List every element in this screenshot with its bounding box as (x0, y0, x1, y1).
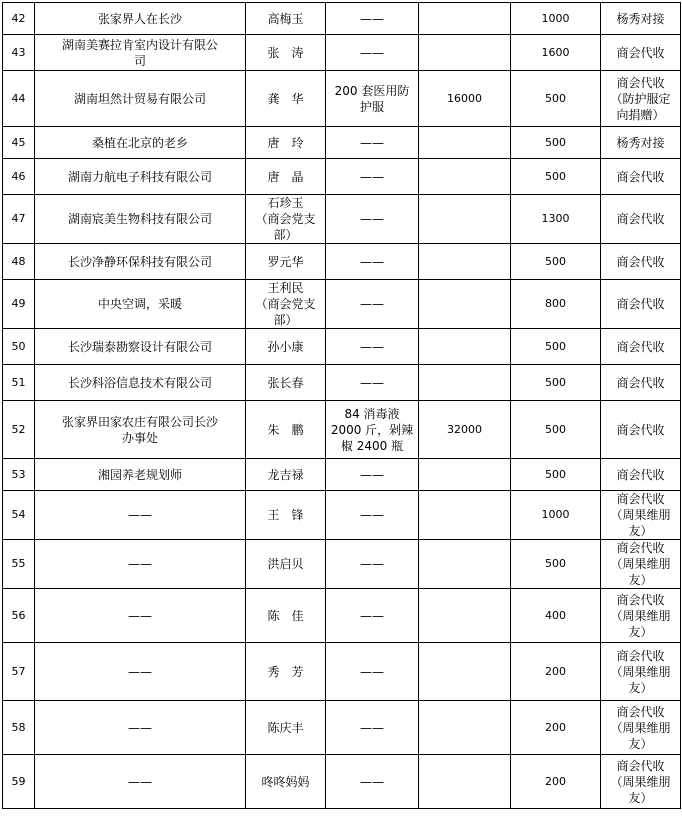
contact-person: 王 锋 (246, 491, 326, 540)
remark: 商会代收 (601, 401, 681, 459)
remark: 商会代收 (601, 365, 681, 401)
remark: 商会代收 （周果维朋 友） (601, 701, 681, 755)
row-number: 48 (3, 244, 35, 280)
row-number: 57 (3, 643, 35, 701)
table-row (3, 401, 681, 459)
contact-person: 石珍玉 （商会党支部） (246, 195, 326, 244)
contact-person: 咚咚妈妈 (246, 755, 326, 809)
donated-goods: —— (326, 643, 419, 701)
table-row (3, 701, 681, 755)
remark: 商会代收 (601, 35, 681, 71)
remark: 商会代收 （周果维朋 友） (601, 643, 681, 701)
table-body (3, 3, 681, 809)
donated-goods: —— (326, 127, 419, 159)
table-row (3, 195, 681, 244)
donated-goods: —— (326, 280, 419, 329)
remark: 商会代收 (601, 195, 681, 244)
row-number: 59 (3, 755, 35, 809)
donated-goods: —— (326, 491, 419, 540)
remark: 商会代收 (601, 459, 681, 491)
row-number: 46 (3, 159, 35, 195)
donor-name: 湖南美赛拉肯室内设计有限公 司 (35, 35, 246, 71)
row-number: 51 (3, 365, 35, 401)
goods-value (419, 35, 511, 71)
row-number: 42 (3, 3, 35, 35)
contact-person: 洪启贝 (246, 540, 326, 589)
goods-value (419, 280, 511, 329)
goods-value (419, 643, 511, 701)
donation-amount: 200 (511, 643, 601, 701)
donated-goods: —— (326, 459, 419, 491)
contact-person: 朱 鹏 (246, 401, 326, 459)
goods-value (419, 329, 511, 365)
row-number: 45 (3, 127, 35, 159)
donor-name: —— (35, 755, 246, 809)
donor-name: 张家界人在长沙 (35, 3, 246, 35)
table-row (3, 755, 681, 809)
donated-goods: —— (326, 755, 419, 809)
remark: 商会代收 （周果维朋 友） (601, 540, 681, 589)
donation-table (2, 2, 681, 809)
remark: 商会代收 (601, 244, 681, 280)
contact-person: 孙小康 (246, 329, 326, 365)
donated-goods: —— (326, 195, 419, 244)
donated-goods: —— (326, 589, 419, 643)
remark: 杨秀对接 (601, 3, 681, 35)
donor-name: 湖南坦然计贸易有限公司 (35, 71, 246, 127)
donated-goods: —— (326, 329, 419, 365)
table-row (3, 365, 681, 401)
donation-amount: 200 (511, 701, 601, 755)
donor-name: 长沙瑞泰勘察设计有限公司 (35, 329, 246, 365)
contact-person: 陈庆丰 (246, 701, 326, 755)
donated-goods: —— (326, 159, 419, 195)
goods-value (419, 755, 511, 809)
donated-goods: —— (326, 3, 419, 35)
donor-name: 湘园养老规划师 (35, 459, 246, 491)
table-row (3, 459, 681, 491)
donation-amount: 500 (511, 244, 601, 280)
donor-name: 湖南宸美生物科技有限公司 (35, 195, 246, 244)
remark: 杨秀对接 (601, 127, 681, 159)
donor-name: —— (35, 540, 246, 589)
row-number: 43 (3, 35, 35, 71)
table-row (3, 159, 681, 195)
donation-amount: 500 (511, 329, 601, 365)
donation-amount: 500 (511, 365, 601, 401)
row-number: 56 (3, 589, 35, 643)
goods-value: 32000 (419, 401, 511, 459)
remark: 商会代收 （周果维朋 友） (601, 491, 681, 540)
table-row (3, 35, 681, 71)
contact-person: 唐 晶 (246, 159, 326, 195)
contact-person: 张 涛 (246, 35, 326, 71)
goods-value (419, 244, 511, 280)
goods-value (419, 127, 511, 159)
contact-person: 张长春 (246, 365, 326, 401)
donor-name: —— (35, 589, 246, 643)
goods-value: 16000 (419, 71, 511, 127)
donor-name: —— (35, 491, 246, 540)
row-number: 54 (3, 491, 35, 540)
contact-person: 龚 华 (246, 71, 326, 127)
donor-name: 长沙净静环保科技有限公司 (35, 244, 246, 280)
table-row (3, 643, 681, 701)
donation-amount: 1000 (511, 3, 601, 35)
row-number: 50 (3, 329, 35, 365)
row-number: 47 (3, 195, 35, 244)
donated-goods: —— (326, 244, 419, 280)
table-row (3, 329, 681, 365)
table-row (3, 71, 681, 127)
donated-goods: 200 套医用防 护服 (326, 71, 419, 127)
donation-amount: 500 (511, 159, 601, 195)
donation-amount: 1600 (511, 35, 601, 71)
remark: 商会代收 （防护服定 向捐赠） (601, 71, 681, 127)
goods-value (419, 459, 511, 491)
table-row (3, 3, 681, 35)
donated-goods: 84 消毒液 2000 斤，剁辣 椒 2400 瓶 (326, 401, 419, 459)
goods-value (419, 701, 511, 755)
donor-name: 桑植在北京的老乡 (35, 127, 246, 159)
donor-name: 张家界田家农庄有限公司长沙 办事处 (35, 401, 246, 459)
remark: 商会代收 （周果维朋 友） (601, 589, 681, 643)
goods-value (419, 195, 511, 244)
donation-amount: 800 (511, 280, 601, 329)
donor-name: 长沙科浴信息技术有限公司 (35, 365, 246, 401)
donor-name: 中央空调，采暖 (35, 280, 246, 329)
contact-person: 高梅玉 (246, 3, 326, 35)
donation-amount: 1300 (511, 195, 601, 244)
donated-goods: —— (326, 35, 419, 71)
row-number: 55 (3, 540, 35, 589)
table-row (3, 540, 681, 589)
remark: 商会代收 (601, 329, 681, 365)
contact-person: 王利民 （商会党支部） (246, 280, 326, 329)
table-row (3, 589, 681, 643)
donation-amount: 500 (511, 71, 601, 127)
donation-amount: 500 (511, 540, 601, 589)
row-number: 52 (3, 401, 35, 459)
donor-name: 湖南力航电子科技有限公司 (35, 159, 246, 195)
donation-amount: 500 (511, 459, 601, 491)
donation-amount: 500 (511, 401, 601, 459)
donor-name: —— (35, 643, 246, 701)
donated-goods: —— (326, 701, 419, 755)
contact-person: 唐 玲 (246, 127, 326, 159)
table-row (3, 244, 681, 280)
goods-value (419, 159, 511, 195)
table-row (3, 127, 681, 159)
goods-value (419, 491, 511, 540)
donated-goods: —— (326, 365, 419, 401)
row-number: 53 (3, 459, 35, 491)
contact-person: 陈 佳 (246, 589, 326, 643)
goods-value (419, 589, 511, 643)
goods-value (419, 365, 511, 401)
donation-amount: 500 (511, 127, 601, 159)
goods-value (419, 3, 511, 35)
remark: 商会代收 (601, 280, 681, 329)
donated-goods: —— (326, 540, 419, 589)
remark: 商会代收 (601, 159, 681, 195)
contact-person: 龙吉禄 (246, 459, 326, 491)
row-number: 44 (3, 71, 35, 127)
row-number: 58 (3, 701, 35, 755)
table-row (3, 280, 681, 329)
donor-name: —— (35, 701, 246, 755)
contact-person: 罗元华 (246, 244, 326, 280)
goods-value (419, 540, 511, 589)
contact-person: 秀 芳 (246, 643, 326, 701)
donation-amount: 400 (511, 589, 601, 643)
row-number: 49 (3, 280, 35, 329)
donation-amount: 200 (511, 755, 601, 809)
remark: 商会代收 （周果维朋 友） (601, 755, 681, 809)
table-row (3, 491, 681, 540)
donation-amount: 1000 (511, 491, 601, 540)
